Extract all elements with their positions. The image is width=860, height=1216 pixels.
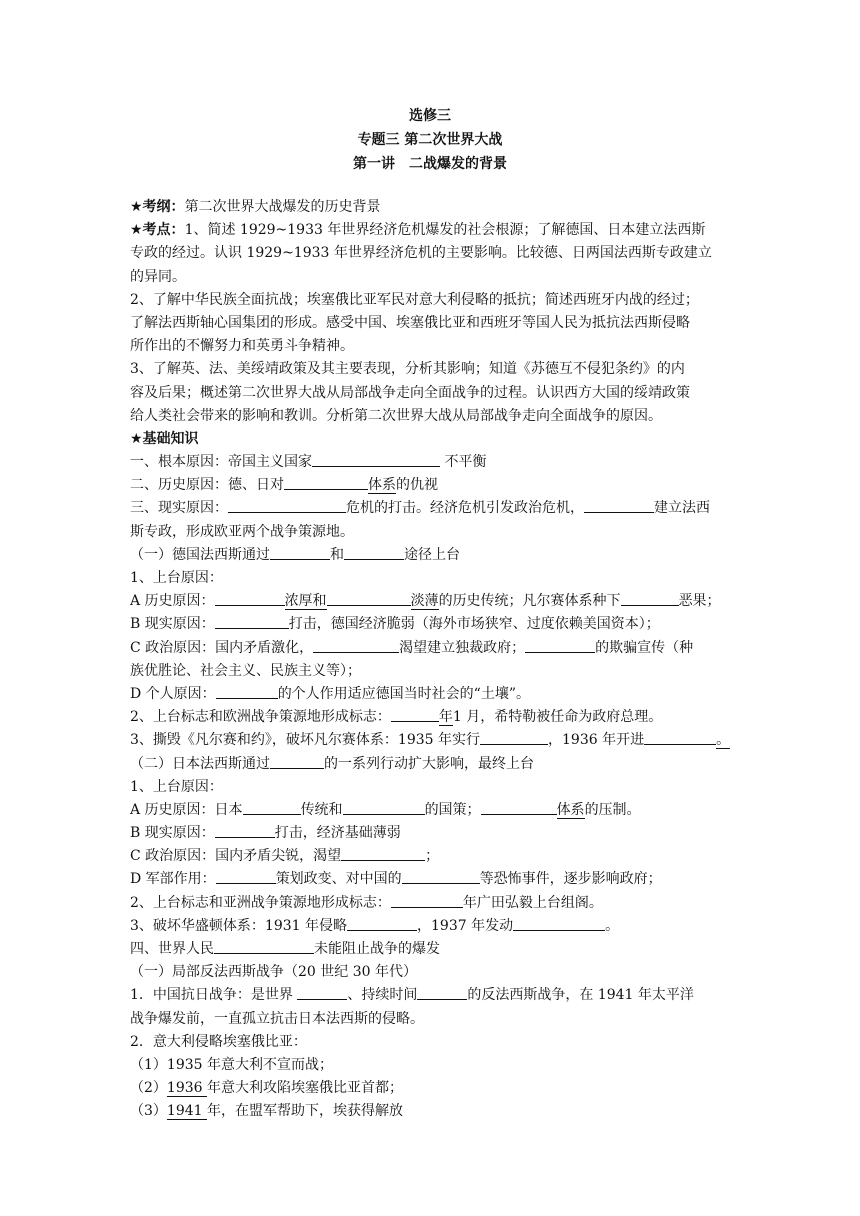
answer-blank[interactable] xyxy=(270,753,324,769)
answer-blank[interactable] xyxy=(216,683,278,699)
fill-line: B 现实原因： 打击，德国经济脆弱（海外市场狭窄、过度依赖美国资本）； xyxy=(130,613,740,636)
answer-blank[interactable] xyxy=(214,938,314,954)
fill-line: 二、历史原因：德、日对 体系的仇视 xyxy=(130,474,740,497)
text-line: （1）1935 年意大利不宣而战； xyxy=(130,1056,333,1073)
answer-blank[interactable] xyxy=(347,915,417,931)
fill-line: （2）1936 年意大利攻陷埃塞俄比亚首都； xyxy=(130,1080,404,1097)
basic-knowledge-heading: ★基础知识 xyxy=(130,430,199,447)
answer-blank[interactable] xyxy=(481,799,557,815)
text-line: 战争爆发前，一直孤立抗击日本法西斯的侵略。 xyxy=(130,1010,424,1027)
answer-blank[interactable] xyxy=(417,984,467,1000)
fill-line: A 历史原因：日本 传统和 的国策； 体系的压制。 xyxy=(130,799,740,822)
text-line: 所作出的不懈努力和英勇斗争精神。 xyxy=(130,338,354,355)
answer-blank[interactable] xyxy=(513,915,605,931)
answer-blank[interactable] xyxy=(391,892,463,908)
answer-blank[interactable] xyxy=(216,868,276,884)
text-line: 2．意大利侵略埃塞俄比亚： xyxy=(130,1033,307,1050)
text-line: 的异同。 xyxy=(130,268,186,285)
fill-line: 一、根本原因：帝国主义国家 不平衡 xyxy=(130,451,740,474)
answer-blank[interactable] xyxy=(215,822,275,838)
fill-line: 1．中国抗日战争：是世界 、持续时间 的反法西斯战争，在 1941 年太平洋 xyxy=(130,984,740,1007)
answer-blank[interactable] xyxy=(341,845,425,861)
answer-blank[interactable] xyxy=(297,984,347,1000)
answer-blank[interactable] xyxy=(215,613,289,629)
answer-blank[interactable] xyxy=(343,799,425,815)
fill-line: C 政治原因：国内矛盾尖锐，渴望 ； xyxy=(130,845,740,868)
fill-line: D 军部作用： 策划政变、对中国的 等恐怖事件，逐步影响政府； xyxy=(130,868,740,891)
answer-blank[interactable] xyxy=(243,799,301,815)
fill-line: D 个人原因： 的个人作用适应德国当时社会的“土壤”。 xyxy=(130,683,740,706)
answer-blank[interactable] xyxy=(215,590,285,606)
text-line: 容及后果；概述第二次世界大战从局部战争走向全面战争的过程。认识西方大国的绥靖政策 xyxy=(130,384,690,401)
answer-blank[interactable] xyxy=(344,544,404,560)
fill-line: （3）1941 年，在盟军帮助下，埃获得解放 xyxy=(130,1103,404,1120)
title-block xyxy=(0,104,860,176)
text-line: 2、了解中华民族全面抗战；埃塞俄比亚军民对意大利侵略的抵抗；简述西班牙内战的经过； xyxy=(130,291,699,308)
fill-line: C 政治原因：国内矛盾激化， 渴望建立独裁政府； 的欺骗宣传（种 xyxy=(130,637,740,660)
answer-blank[interactable] xyxy=(525,637,595,653)
answer-blank[interactable] xyxy=(313,637,399,653)
answer-blank[interactable] xyxy=(284,474,368,490)
text-line: （一）局部反法西斯战争（20 世纪 30 年代） xyxy=(130,964,417,981)
key-points-line: ★考点：1、简述 1929~1933 年世界经济危机爆发的社会根源；了解德国、日本建立法西斯 xyxy=(130,222,706,239)
text-line: 族优胜论、社会主义、民族主义等）； xyxy=(130,662,361,679)
answer-blank[interactable] xyxy=(402,868,480,884)
text-line: 给人类社会带来的影响和教训。分析第二次世界大战从局部战争走向全面战争的原因。 xyxy=(130,407,662,424)
answer-blank[interactable] xyxy=(391,706,439,722)
answer-blank[interactable] xyxy=(228,497,346,513)
fill-line: 2、上台标志和亚洲战争策源地形成标志： 年广田弘毅上台组阁。 xyxy=(130,892,740,915)
fill-line: 2、上台标志和欧洲战争策源地形成标志： 年1 月，希特勒被任命为政府总理。 xyxy=(130,706,740,729)
fill-line: A 历史原因： 浓厚和 淡薄的历史传统；凡尔赛体系种下 恶果； xyxy=(130,590,740,613)
text-line: 1、上台原因： xyxy=(130,778,223,795)
answer-blank[interactable] xyxy=(327,590,411,606)
document-body xyxy=(130,196,740,1124)
answer-blank[interactable] xyxy=(621,590,679,606)
fill-line: 3、破坏华盛顿体系：1931 年侵略 ，1937 年发动 。 xyxy=(130,915,740,938)
fill-line: B 现实原因： 打击，经济基础薄弱 xyxy=(130,822,740,845)
text-line: 3、了解英、法、美绥靖政策及其主要表现，分析其影响；知道《苏德互不侵犯条约》的内 xyxy=(130,361,685,378)
answer-blank[interactable] xyxy=(312,451,440,467)
answer-blank[interactable] xyxy=(644,729,716,745)
syllabus-line: ★考纲：第二次世界大战爆发的历史背景 xyxy=(130,199,381,215)
text-line: 斯专政，形成欧亚两个战争策源地。 xyxy=(130,523,354,540)
lecture-title: 第一讲 二战爆发的背景 xyxy=(353,156,507,172)
topic-title: 专题三 第二次世界大战 xyxy=(357,132,503,148)
answer-blank[interactable] xyxy=(480,729,548,745)
text-line: 1、上台原因： xyxy=(130,570,223,586)
answer-blank[interactable] xyxy=(584,497,654,513)
fill-line: 三、现实原因： 危机的打击。经济危机引发政治危机， 建立法西 xyxy=(130,497,740,520)
answer-blank[interactable] xyxy=(270,544,330,560)
fill-line: 四、世界人民 未能阻止战争的爆发 xyxy=(130,938,740,961)
fill-line: 3、撕毁《凡尔赛和约》，破坏凡尔赛体系：1935 年实行 ，1936 年开进 。 xyxy=(130,729,740,752)
text-line: 了解法西斯轴心国集团的形成。感受中国、埃塞俄比亚和西班牙等国人民为抵抗法西斯侵略 xyxy=(130,314,690,331)
fill-line: （一）德国法西斯通过 和 途径上台 xyxy=(130,544,740,567)
text-line: 专政的经过。认识 1929~1933 年世界经济危机的主要影响。比较德、日两国法西斯专政建立 xyxy=(130,245,712,262)
fill-line: （二）日本法西斯通过 的一系列行动扩大影响，最终上台 xyxy=(130,753,740,776)
course-title: 选修三 xyxy=(409,108,451,124)
